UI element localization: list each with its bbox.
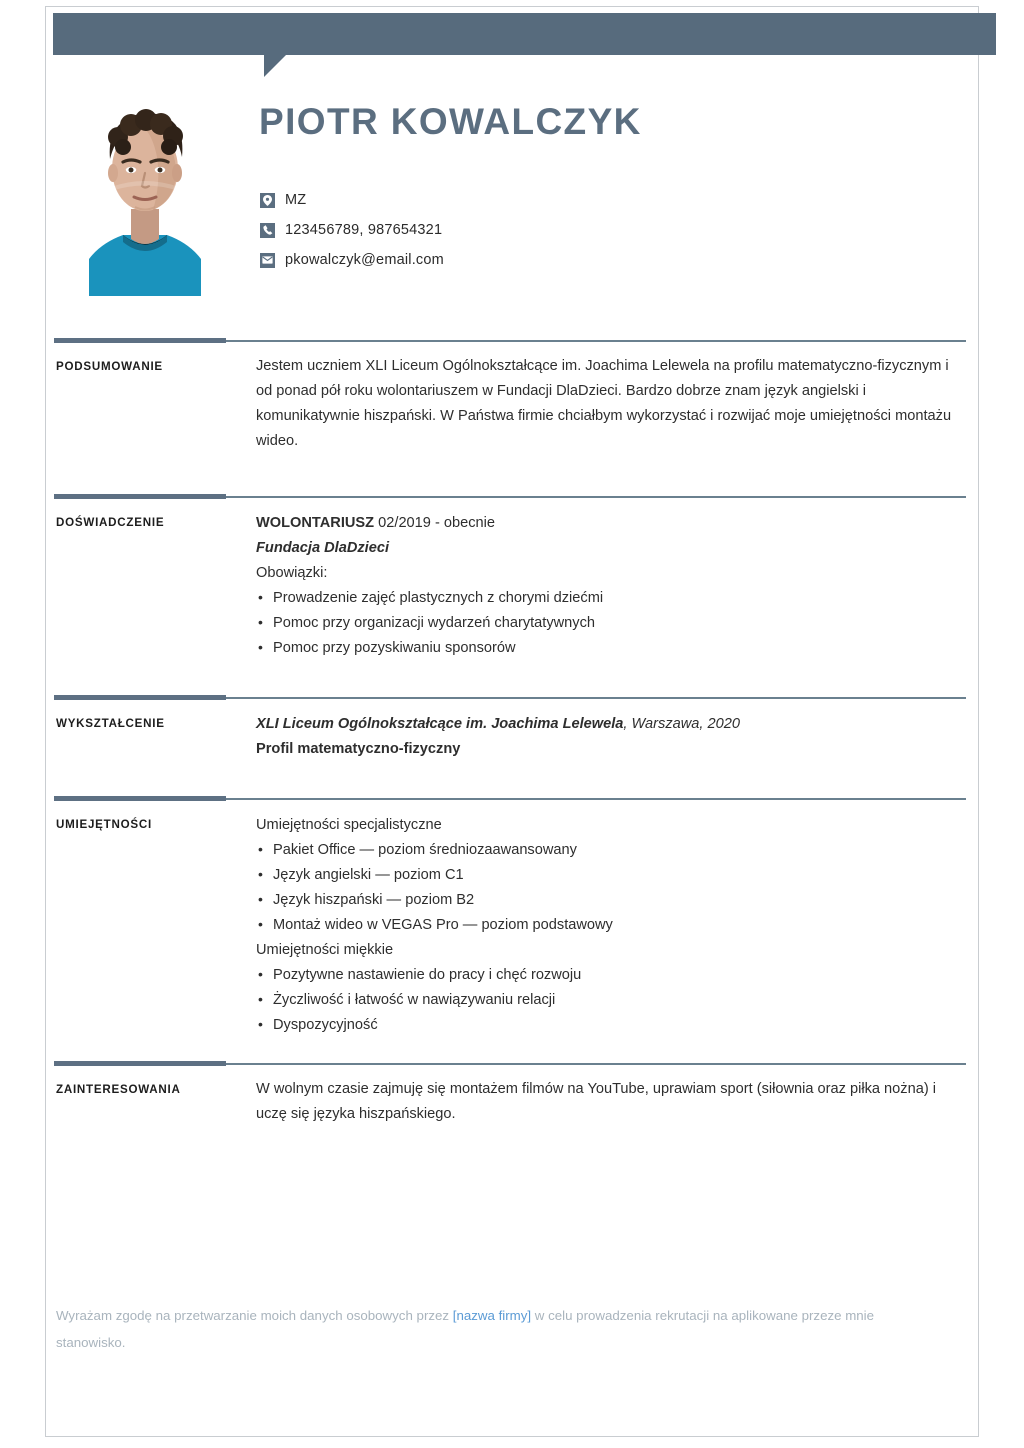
experience-duties-list [256,586,966,661]
list-item: • Dyspozycyjność [256,1013,966,1038]
skills-hard-label: Umiejętności specjalistyczne [256,817,442,833]
list-item: • Pomoc przy pozyskiwaniu sponsorów [256,636,966,661]
consent-text-part1: Wyrażam zgodę na przetwarzanie moich danych osobowych przez [56,1308,453,1323]
contact-phone [260,215,444,245]
skills-soft-list [256,963,966,1038]
page-title: PIOTR KOWALCZYK [259,101,642,142]
section-divider [54,796,966,801]
education-headline [256,712,966,737]
section-label-experience: DOŚWIADCZENIE [56,516,165,529]
skills-hard-list [256,838,966,938]
list-item: • Język angielski — poziom C1 [256,863,966,888]
education-location-year: , Warszawa, 2020 [623,716,740,732]
interests-body [256,1077,966,1127]
experience-duties-label: Obowiązki: [256,565,328,581]
section-label-summary: PODSUMOWANIE [56,360,163,373]
list-item: • Prowadzenie zajęć plastycznych z chorymi dziećmi [256,586,966,611]
skills-soft-label: Umiejętności miękkie [256,942,394,958]
interests-text: W wolnym czasie zajmuję się montażem filmów na YouTube, uprawiam sport (siłownia oraz piłka nożna) i uczę się języka hiszpańskiego. [256,1081,936,1122]
contact-list [260,185,444,275]
phone-icon [260,223,275,238]
contact-location [260,185,444,215]
contact-phone-text: 123456789, 987654321 [285,222,443,238]
contact-location-text: MZ [285,192,307,208]
summary-body [256,354,966,454]
consent-company-placeholder: [nazwa firmy] [452,1308,532,1323]
experience-dates: 02/2019 - obecnie [378,515,495,531]
consent-text-part2: w celu prowadzenia rekrutacji na aplikowane przeze mnie stanowisko. [56,1308,875,1350]
list-item: • Pakiet Office — poziom średniozaawansowany [256,838,966,863]
education-body [256,712,966,762]
section-label-interests: ZAINTERESOWANIA [56,1083,181,1096]
envelope-icon [260,253,275,268]
list-item: • Język hiszpański — poziom B2 [256,888,966,913]
section-divider [54,494,966,499]
education-profile: Profil matematyczno-fizyczny [256,741,461,757]
contact-email [260,245,444,275]
section-label-skills: UMIEJĘTNOŚCI [56,818,152,831]
summary-text: Jestem uczniem XLI Liceum Ogólnokształcące im. Joachima Lelewela na profilu matematyczno-fizycznym i od ponad pół roku wolontariuszem w Fundacji DlaDzieci. Bardzo dobrze znam język angielski i komunikatywnie hiszpański. W Państwa firmie chciałbym wykorzystać i rozwijać moje umiejętności montażu wideo. [256,358,952,449]
list-item: • Życzliwość i łatwość w nawiązywaniu relacji [256,988,966,1013]
section-divider [54,1061,966,1066]
experience-position: WOLONTARIUSZ [256,515,375,531]
section-divider [54,338,966,343]
experience-headline [256,511,966,536]
header-accent-bar [53,13,996,55]
section-label-education: WYKSZTAŁCENIE [56,717,165,730]
experience-body [256,511,966,661]
cv-page [45,6,979,1437]
location-pin-icon [260,193,275,208]
consent-footer [56,1302,946,1356]
skills-body [256,813,966,1038]
section-divider [54,695,966,700]
contact-email-text: pkowalczyk@email.com [285,252,444,268]
list-item: • Pomoc przy organizacji wydarzeń charytatywnych [256,611,966,636]
list-item: • Montaż wideo w VEGAS Pro — poziom podstawowy [256,913,966,938]
experience-organization: Fundacja DlaDzieci [256,540,390,556]
avatar [61,83,229,296]
list-item: • Pozytywne nastawienie do pracy i chęć rozwoju [256,963,966,988]
education-school: XLI Liceum Ogólnokształcące im. Joachima Lelewela [256,716,624,732]
header-accent-tab [264,55,286,77]
